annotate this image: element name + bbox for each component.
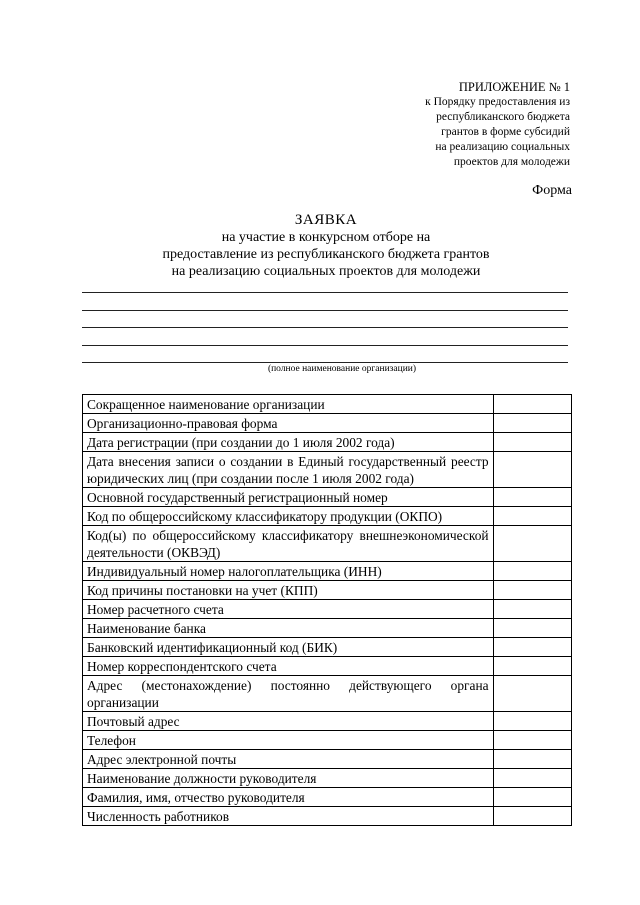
table-row — [83, 619, 572, 638]
table-row — [83, 769, 572, 788]
row-value-cell[interactable] — [493, 788, 571, 807]
row-label: Банковский идентификационный код (БИК) — [83, 638, 494, 657]
row-label: Основной государственный регистрационный номер — [83, 488, 494, 507]
row-label: Численность работников — [83, 807, 494, 826]
table-row — [83, 638, 572, 657]
row-label: Почтовый адрес — [83, 712, 494, 731]
fill-line[interactable] — [82, 293, 568, 311]
appendix-line: республиканского бюджета — [436, 111, 570, 123]
table-row — [83, 488, 572, 507]
title-line: предоставление из республиканского бюджета грантов — [162, 247, 490, 262]
row-label: Наименование банка — [83, 619, 494, 638]
row-value-cell[interactable] — [493, 507, 571, 526]
row-value-cell[interactable] — [493, 581, 571, 600]
org-name-caption: (полное наименование организации) — [267, 364, 417, 374]
row-value-cell[interactable] — [493, 769, 571, 788]
fill-line[interactable] — [82, 346, 568, 364]
fill-line[interactable] — [82, 311, 568, 329]
table-row — [83, 712, 572, 731]
row-value-cell[interactable] — [493, 600, 571, 619]
table-row — [83, 676, 572, 712]
row-value-cell[interactable] — [493, 638, 571, 657]
row-value-cell[interactable] — [493, 750, 571, 769]
title-heading: ЗАЯВКА — [294, 212, 358, 228]
table-body — [83, 395, 572, 826]
organization-info-table — [82, 394, 572, 826]
row-label: Индивидуальный номер налогоплательщика (ИНН) — [83, 562, 494, 581]
row-value-cell[interactable] — [493, 526, 571, 562]
row-value-cell[interactable] — [493, 433, 571, 452]
row-label: Код по общероссийскому классификатору продукции (ОКПО) — [83, 507, 494, 526]
title-line: на реализацию социальных проектов для молодежи — [171, 264, 481, 279]
table-row — [83, 433, 572, 452]
row-label: Номер корреспондентского счета — [83, 657, 494, 676]
table-row — [83, 526, 572, 562]
row-value-cell[interactable] — [493, 488, 571, 507]
row-label: Код(ы) по общероссийскому классификатору внешнеэкономической деятельности (ОКВЭД) — [83, 526, 494, 562]
row-value-cell[interactable] — [493, 731, 571, 750]
row-label: Наименование должности руководителя — [83, 769, 494, 788]
title-line: на участие в конкурсном отборе на — [221, 230, 431, 245]
appendix-line: грантов в форме субсидий — [441, 126, 570, 138]
row-value-cell[interactable] — [493, 619, 571, 638]
row-value-cell[interactable] — [493, 414, 571, 433]
table-row — [83, 414, 572, 433]
row-value-cell[interactable] — [493, 657, 571, 676]
row-label: Адрес (местонахождение) постоянно действующего органа организации — [83, 676, 494, 712]
table-row — [83, 395, 572, 414]
table-row — [83, 562, 572, 581]
appendix-line: проектов для молодежи — [453, 156, 570, 168]
row-label: Дата внесения записи о создании в Единый государственный реестр юридических лиц (при создании после 1 июля 2002 года) — [83, 452, 494, 488]
table-row — [83, 788, 572, 807]
row-label: Адрес электронной почты — [83, 750, 494, 769]
form-label: Форма — [532, 183, 572, 198]
table-row — [83, 452, 572, 488]
document-title — [80, 212, 572, 280]
table-row — [83, 600, 572, 619]
appendix-line: к Порядку предоставления из — [425, 96, 570, 108]
row-label: Сокращенное наименование организации — [83, 395, 494, 414]
row-label: Фамилия, имя, отчество руководителя — [83, 788, 494, 807]
table-row — [83, 507, 572, 526]
row-value-cell[interactable] — [493, 676, 571, 712]
table-row — [83, 657, 572, 676]
row-label: Организационно-правовая форма — [83, 414, 494, 433]
appendix-line: ПРИЛОЖЕНИЕ № 1 — [458, 80, 570, 94]
row-label: Телефон — [83, 731, 494, 750]
row-value-cell[interactable] — [493, 712, 571, 731]
table-row — [83, 581, 572, 600]
row-label: Дата регистрации (при создании до 1 июля 2002 года) — [83, 433, 494, 452]
org-name-fill-lines[interactable] — [82, 292, 568, 363]
fill-line[interactable] — [82, 328, 568, 346]
table-row — [83, 750, 572, 769]
row-label: Номер расчетного счета — [83, 600, 494, 619]
row-value-cell[interactable] — [493, 395, 571, 414]
appendix-header — [380, 80, 570, 170]
appendix-line: на реализацию социальных — [435, 141, 570, 153]
row-value-cell[interactable] — [493, 807, 571, 826]
row-label: Код причины постановки на учет (КПП) — [83, 581, 494, 600]
row-value-cell[interactable] — [493, 562, 571, 581]
table-row — [83, 731, 572, 750]
row-value-cell[interactable] — [493, 452, 571, 488]
table-row — [83, 807, 572, 826]
